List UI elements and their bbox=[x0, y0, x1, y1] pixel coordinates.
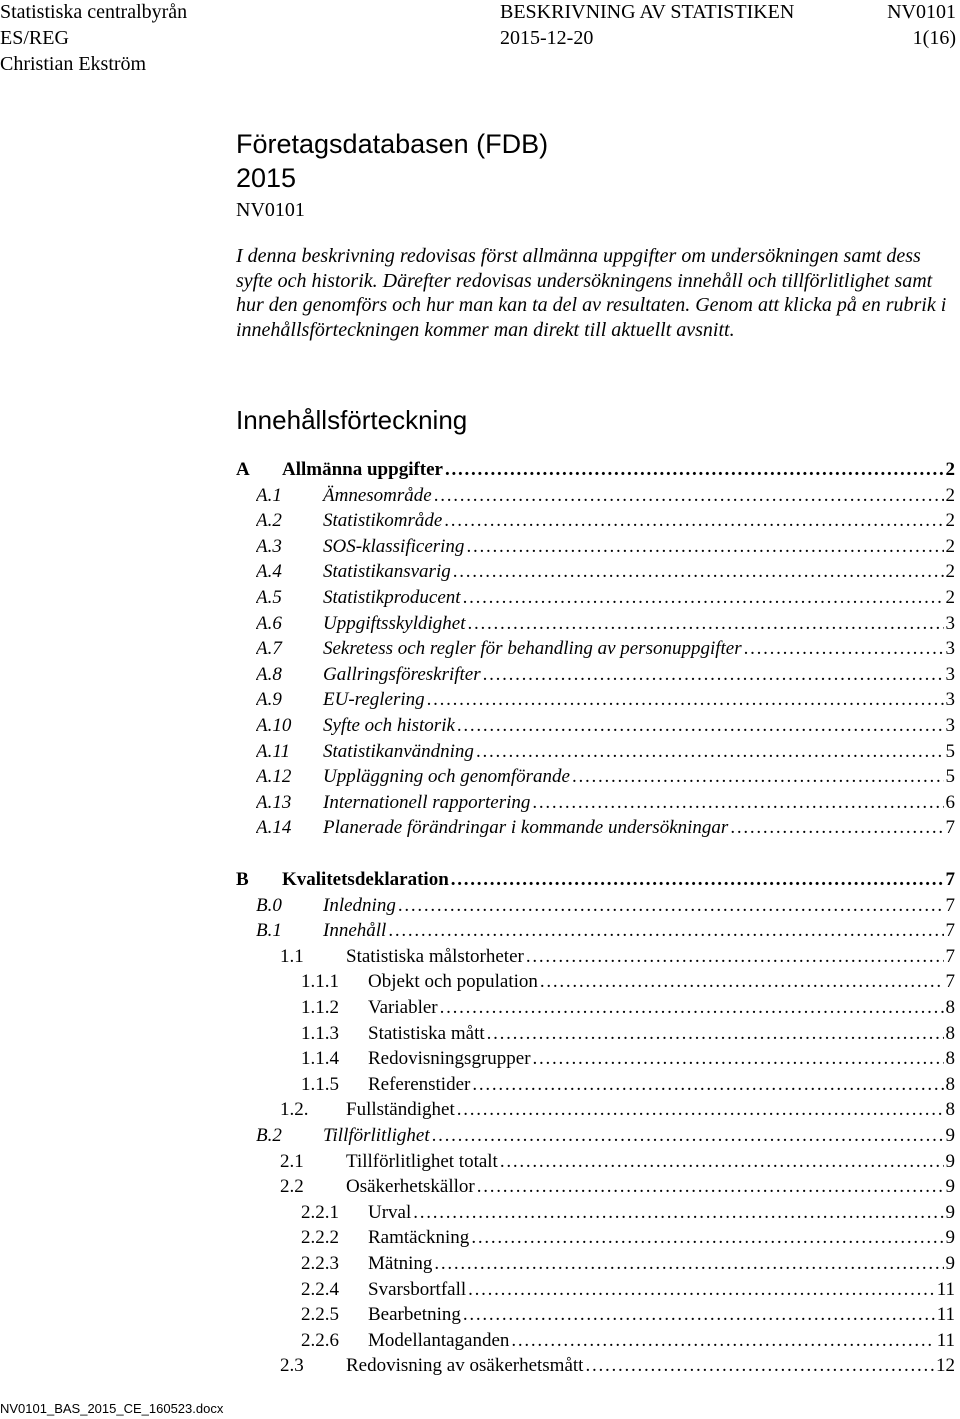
header-page-number: 1(16) bbox=[912, 27, 956, 49]
toc-entry-page: 2 bbox=[945, 587, 955, 608]
toc-entry-number: B bbox=[236, 869, 249, 890]
toc-entry-page: 2 bbox=[945, 510, 955, 532]
toc-entry-title: Statistikproducent bbox=[323, 587, 461, 608]
toc-entry-title: Fullständighet bbox=[346, 1099, 455, 1121]
toc-entry-number: 1.1.1 bbox=[301, 971, 339, 993]
toc-entry-number: A.5 bbox=[256, 587, 282, 608]
intro-paragraph: I denna beskrivning redovisas först allmänna uppgifter om undersökningen samt dess syfte och historik. Därefter redovisas undersökningens innehåll och tillförlitlighet samt hur den genomförs och hur man kan ta del av resultaten. Genom att klicka på en rubrik i innehållsförteckningen kommer man direkt till aktuellt avsnitt. bbox=[236, 245, 947, 341]
toc-entry-title: Redovisning av osäkerhetsmått bbox=[346, 1355, 584, 1377]
toc-entry-number: A.1 bbox=[256, 484, 282, 506]
toc-entry-title: Tillförlitlighet totalt bbox=[346, 1150, 498, 1172]
toc-entry-title: Variabler bbox=[368, 997, 438, 1018]
toc-dot-leader bbox=[434, 484, 944, 508]
toc-entry[interactable] bbox=[301, 1226, 955, 1250]
toc-entry-page: 9 bbox=[945, 1201, 955, 1223]
header-code: NV0101 bbox=[887, 1, 956, 23]
toc-entry-title: Statistiska målstorheter bbox=[346, 945, 524, 967]
toc-entry-number: A.9 bbox=[256, 689, 282, 711]
toc-entry-page: 7 bbox=[945, 869, 955, 890]
toc-entry-page: 11 bbox=[936, 1278, 955, 1300]
toc-entry-number: A.10 bbox=[256, 715, 292, 736]
toc-entry[interactable] bbox=[256, 586, 955, 610]
toc-entry[interactable] bbox=[256, 612, 955, 636]
toc-dot-leader bbox=[572, 765, 944, 789]
toc-entry[interactable] bbox=[236, 868, 955, 892]
toc-entry-number: 2.2.5 bbox=[301, 1304, 339, 1326]
toc-entry-number: A.2 bbox=[256, 510, 282, 532]
toc-entry-number: 1.2. bbox=[280, 1099, 309, 1121]
header-doc-type: BESKRIVNING AV STATISTIKEN bbox=[500, 1, 795, 23]
toc-entry[interactable] bbox=[256, 894, 955, 918]
toc-entry-page: 9 bbox=[945, 1176, 955, 1198]
toc-dot-leader bbox=[468, 1278, 935, 1302]
toc-entry[interactable] bbox=[280, 1354, 955, 1378]
toc-entry-title: Internationell rapportering bbox=[323, 791, 531, 813]
toc-entry-page: 2 bbox=[945, 484, 955, 506]
toc-dot-leader bbox=[540, 970, 944, 994]
toc-entry[interactable] bbox=[256, 637, 955, 661]
toc-dot-leader bbox=[427, 688, 944, 712]
toc-entry-title: Referenstider bbox=[368, 1073, 471, 1095]
toc-entry[interactable] bbox=[256, 740, 955, 764]
toc-entry-number: A bbox=[236, 459, 250, 480]
toc-entry-page: 5 bbox=[945, 766, 955, 788]
toc-entry-title: Ramtäckning bbox=[368, 1227, 470, 1249]
toc-entry[interactable] bbox=[301, 1303, 955, 1327]
toc-entry-number: B.1 bbox=[256, 920, 282, 942]
toc-entry-page: 2 bbox=[945, 561, 955, 583]
toc-entry[interactable] bbox=[301, 1252, 955, 1276]
toc-entry-number: 2.3 bbox=[280, 1355, 304, 1377]
footer-filename: NV0101_BAS_2015_CE_160523.docx bbox=[0, 1401, 224, 1416]
toc-dot-leader bbox=[500, 1150, 944, 1174]
toc-entry-page: 3 bbox=[945, 638, 955, 660]
toc-entry-number: A.7 bbox=[256, 638, 282, 660]
document-title: Företagsdatabasen (FDB) bbox=[236, 129, 549, 159]
toc-entry-title: Allmänna uppgifter bbox=[282, 459, 443, 480]
document-code: NV0101 bbox=[236, 199, 305, 221]
toc-entry-number: 2.2.1 bbox=[301, 1201, 339, 1223]
toc-dot-leader bbox=[453, 560, 944, 584]
toc-entry-title: Urval bbox=[368, 1201, 412, 1223]
toc-entry[interactable] bbox=[256, 714, 955, 738]
toc-entry-title: Mätning bbox=[368, 1253, 433, 1274]
toc-entry-page: 5 bbox=[945, 740, 955, 762]
toc-entry-title: Planerade förändringar i kommande undersökningar bbox=[323, 817, 729, 839]
toc-entry[interactable] bbox=[256, 919, 955, 943]
toc-entry[interactable] bbox=[301, 1022, 955, 1046]
toc-entry-title: Syfte och historik bbox=[323, 715, 455, 736]
toc-entry[interactable] bbox=[256, 816, 955, 840]
toc-entry-number: B.2 bbox=[256, 1125, 282, 1146]
toc-dot-leader bbox=[467, 612, 943, 636]
toc-dot-leader bbox=[398, 894, 944, 918]
header-agency: Statistiska centralbyrån bbox=[0, 1, 188, 23]
toc-dot-leader bbox=[533, 1047, 944, 1071]
toc-entry-number: 2.2 bbox=[280, 1176, 304, 1198]
toc-entry-number: 1.1.4 bbox=[301, 1048, 339, 1070]
toc-entry[interactable] bbox=[301, 1329, 955, 1353]
toc-entry[interactable] bbox=[301, 1201, 955, 1225]
toc-entry[interactable] bbox=[236, 458, 955, 482]
toc-dot-leader bbox=[744, 637, 944, 661]
toc-entry[interactable] bbox=[280, 1175, 955, 1199]
toc-entry-title: Statistikområde bbox=[323, 510, 443, 532]
toc-dot-leader bbox=[432, 1124, 944, 1148]
toc-entry-number: 1.1.3 bbox=[301, 1022, 339, 1044]
toc-entry-title: Inledning bbox=[323, 894, 396, 916]
toc-dot-leader bbox=[532, 791, 943, 815]
toc-entry-page: 2 bbox=[945, 535, 955, 557]
toc-entry-number: A.6 bbox=[256, 612, 282, 634]
toc-entry-page: 3 bbox=[945, 689, 955, 711]
toc-entry-page: 6 bbox=[945, 791, 955, 813]
toc-entry-number: 1.1.2 bbox=[301, 997, 339, 1018]
toc-entry-title: SOS-klassificering bbox=[323, 535, 465, 557]
toc-dot-leader bbox=[457, 714, 944, 738]
toc-dot-leader bbox=[585, 1354, 934, 1378]
header-department: ES/REG bbox=[0, 27, 69, 49]
toc-entry[interactable] bbox=[301, 970, 955, 994]
header-date: 2015-12-20 bbox=[500, 27, 594, 49]
toc-entry-page: 3 bbox=[945, 663, 955, 685]
toc-dot-leader bbox=[444, 509, 943, 533]
toc-dot-leader bbox=[440, 996, 944, 1020]
toc-entry-page: 7 bbox=[945, 945, 955, 967]
toc-entry-page: 7 bbox=[945, 894, 955, 916]
toc-entry[interactable] bbox=[256, 663, 955, 687]
toc-entry-number: 2.2.6 bbox=[301, 1329, 339, 1351]
toc-dot-leader bbox=[413, 1201, 943, 1225]
toc-heading: Innehållsförteckning bbox=[236, 405, 468, 435]
toc-entry-title: Objekt och population bbox=[368, 971, 538, 993]
toc-entry-page: 3 bbox=[945, 715, 955, 736]
toc-entry-number: A.3 bbox=[256, 535, 282, 557]
document-year: 2015 bbox=[236, 163, 297, 193]
toc-entry-title: Ämnesområde bbox=[323, 484, 432, 506]
toc-entry[interactable] bbox=[256, 765, 955, 789]
toc-dot-leader bbox=[388, 919, 943, 943]
toc-entry-title: Statistikanvändning bbox=[323, 740, 474, 762]
toc-dot-leader bbox=[483, 663, 944, 687]
header-author: Christian Ekström bbox=[0, 53, 147, 75]
toc-entry[interactable] bbox=[256, 535, 955, 559]
toc-entry-number: 2.2.2 bbox=[301, 1227, 339, 1249]
toc-dot-leader bbox=[472, 1073, 943, 1097]
toc-entry-number: A.8 bbox=[256, 663, 282, 685]
toc-entry-page: 12 bbox=[936, 1355, 955, 1377]
toc-entry-number: 1.1 bbox=[280, 945, 304, 967]
toc-dot-leader bbox=[457, 1098, 944, 1122]
toc-entry[interactable] bbox=[280, 1150, 955, 1174]
toc-entry-number: A.11 bbox=[256, 740, 290, 762]
toc-entry-page: 2 bbox=[945, 459, 955, 480]
toc-dot-leader bbox=[511, 1329, 934, 1353]
toc-entry-title: EU-reglering bbox=[323, 689, 425, 711]
toc-dot-leader bbox=[476, 740, 944, 764]
toc-entry-page: 9 bbox=[945, 1125, 955, 1146]
toc-entry[interactable] bbox=[301, 1278, 955, 1302]
toc-entry-title: Redovisningsgrupper bbox=[368, 1048, 531, 1070]
toc-dot-leader bbox=[487, 1022, 944, 1046]
toc-entry-number: A.13 bbox=[256, 791, 292, 813]
toc-entry-title: Innehåll bbox=[323, 920, 387, 942]
toc-entry-page: 8 bbox=[945, 1048, 955, 1070]
toc-entry-title: Kvalitetsdeklaration bbox=[282, 869, 449, 890]
toc-dot-leader bbox=[730, 816, 943, 840]
toc-entry-page: 7 bbox=[945, 817, 955, 839]
toc-dot-leader bbox=[463, 1303, 935, 1327]
toc-entry-page: 11 bbox=[936, 1304, 955, 1326]
toc-entry-title: Svarsbortfall bbox=[368, 1278, 467, 1300]
toc-entry-page: 8 bbox=[945, 997, 955, 1018]
toc-entry[interactable] bbox=[301, 1047, 955, 1071]
toc-entry[interactable] bbox=[256, 560, 955, 584]
toc-entry-page: 9 bbox=[945, 1150, 955, 1172]
toc-entry[interactable] bbox=[301, 996, 955, 1020]
toc-entry-number: 2.2.4 bbox=[301, 1278, 339, 1300]
toc-entry-page: 8 bbox=[945, 1073, 955, 1095]
toc-entry-title: Statistikansvarig bbox=[323, 561, 451, 583]
toc-entry-number: 1.1.5 bbox=[301, 1073, 339, 1095]
toc-entry[interactable] bbox=[256, 484, 955, 508]
toc-entry-page: 7 bbox=[945, 920, 955, 942]
toc-entry-page: 9 bbox=[945, 1227, 955, 1249]
toc-entry[interactable] bbox=[256, 791, 955, 815]
toc-entry[interactable] bbox=[256, 509, 955, 533]
toc-entry-page: 3 bbox=[945, 612, 955, 634]
toc-entry[interactable] bbox=[301, 1073, 955, 1097]
toc-entry-number: A.14 bbox=[256, 817, 292, 839]
toc-entry-title: Uppgiftsskyldighet bbox=[323, 612, 466, 634]
toc-entry-title: Osäkerhetskällor bbox=[346, 1176, 475, 1198]
toc-dot-leader bbox=[471, 1226, 943, 1250]
toc-entry-page: 11 bbox=[936, 1329, 955, 1351]
toc-entry-page: 7 bbox=[945, 971, 955, 993]
toc-entry-page: 8 bbox=[945, 1099, 955, 1121]
toc-entry-number: B.0 bbox=[256, 894, 282, 916]
toc-entry[interactable] bbox=[256, 1124, 955, 1148]
toc-entry-page: 9 bbox=[945, 1253, 955, 1274]
toc-dot-leader bbox=[451, 868, 944, 892]
toc-entry[interactable] bbox=[280, 945, 955, 969]
toc-dot-leader bbox=[526, 945, 944, 969]
toc-entry-title: Modellantaganden bbox=[368, 1329, 510, 1351]
toc-entry[interactable] bbox=[280, 1098, 955, 1122]
toc-entry-title: Bearbetning bbox=[368, 1304, 461, 1326]
toc-entry-title: Tillförlitlighet bbox=[323, 1125, 430, 1146]
toc-entry-number: 2.2.3 bbox=[301, 1253, 339, 1274]
toc-entry-page: 8 bbox=[945, 1022, 955, 1044]
toc-dot-leader bbox=[434, 1252, 943, 1276]
toc-entry-number: A.12 bbox=[256, 766, 292, 788]
toc-entry[interactable] bbox=[256, 688, 955, 712]
toc-entry-title: Statistiska mått bbox=[368, 1022, 485, 1044]
toc-dot-leader bbox=[463, 586, 944, 610]
toc-dot-leader bbox=[466, 535, 943, 559]
toc-entry-number: 2.1 bbox=[280, 1150, 304, 1172]
toc-entry-title: Gallringsföreskrifter bbox=[323, 663, 481, 685]
toc-entry-number: A.4 bbox=[256, 561, 282, 583]
toc-dot-leader bbox=[445, 458, 944, 482]
toc-dot-leader bbox=[477, 1175, 944, 1199]
toc-entry-title: Uppläggning och genomförande bbox=[323, 766, 570, 788]
toc-entry-title: Sekretess och regler för behandling av personuppgifter bbox=[323, 638, 742, 660]
